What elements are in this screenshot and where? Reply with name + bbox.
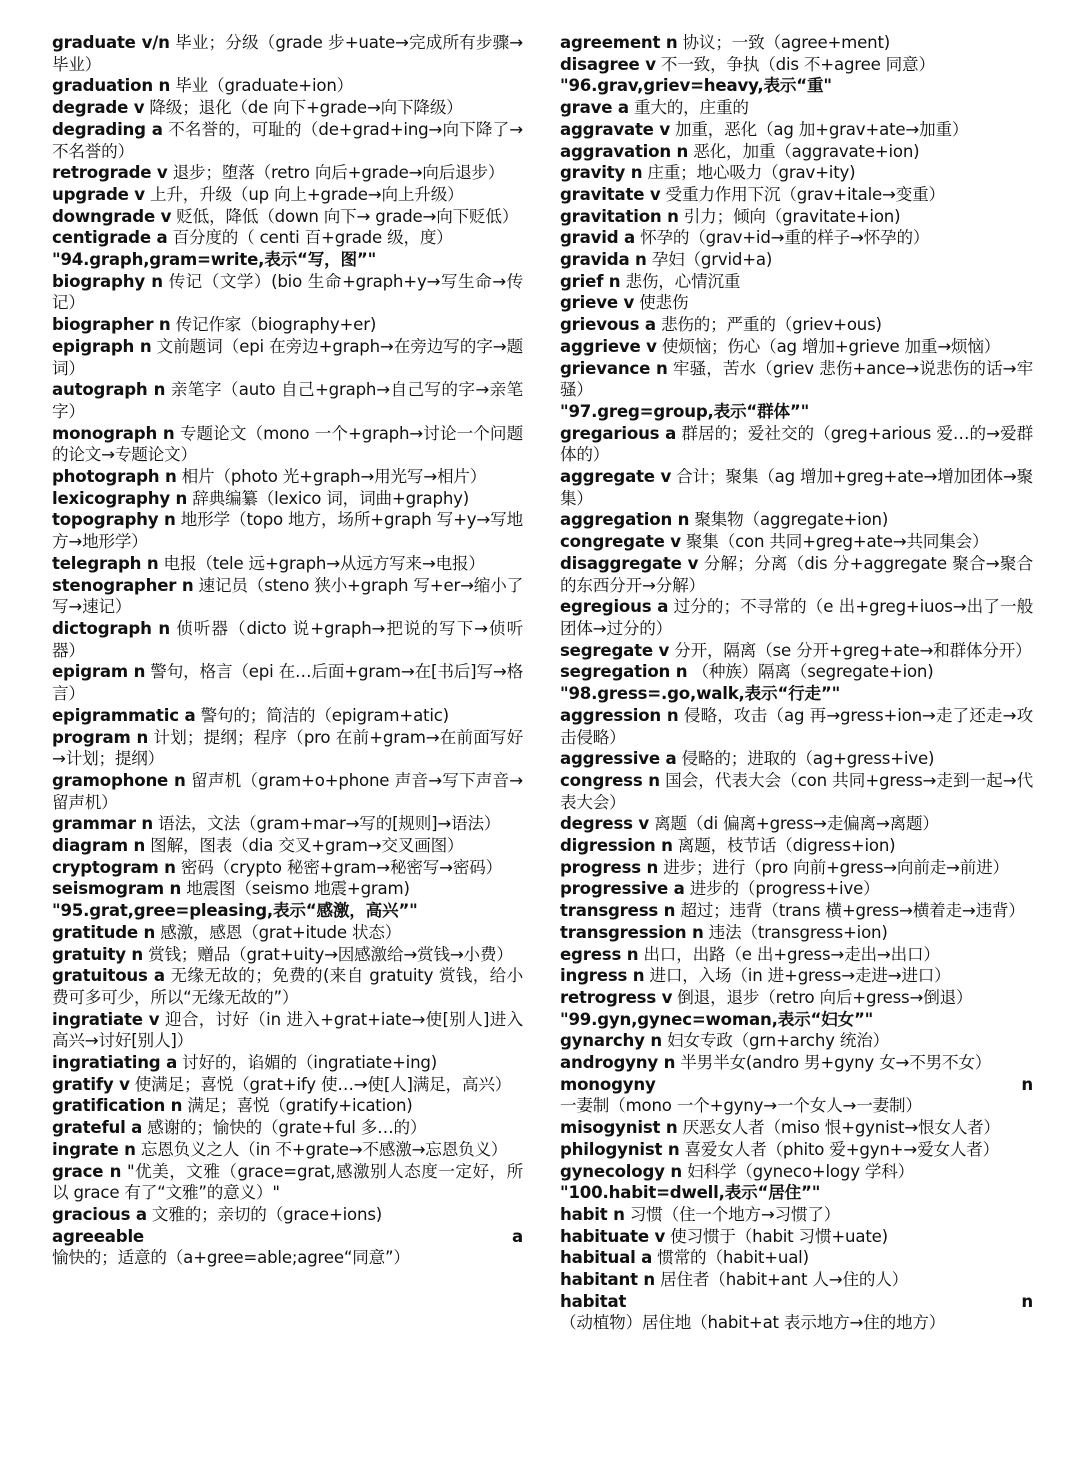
vocab-entry — [52, 1139, 523, 1161]
entry-word: photograph n — [52, 467, 177, 487]
vocab-entry — [52, 922, 523, 944]
vocab-entry — [52, 944, 523, 966]
entry-definition: 过分的；不寻常的（e 出+greg+iuos→出了一般团体→过分的） — [560, 597, 1033, 638]
entry-word: grave a — [560, 98, 629, 118]
entry-word: autograph n — [52, 380, 166, 400]
vocab-entry — [560, 184, 1033, 206]
vocab-entry — [560, 813, 1033, 835]
vocab-entry — [560, 944, 1033, 966]
entry-definition: 地形学（topo 地方，场所+graph 写+y→写地方→地形学） — [52, 510, 523, 552]
vocab-entry — [560, 271, 1033, 293]
vocab-entry — [52, 813, 523, 835]
entry-definition: 悲伤，心情沉重 — [620, 271, 741, 291]
entry-word: habituate v — [560, 1226, 666, 1246]
vocab-entry — [560, 531, 1033, 553]
entry-word: habit n — [560, 1204, 625, 1224]
entry-word: transgress n — [560, 901, 676, 921]
entry-definition: 电报（tele 远+graph→从远方写来→电报） — [158, 553, 485, 573]
vocab-entry — [560, 336, 1033, 358]
entry-definition: 习惯（住一个地方→习惯了） — [624, 1204, 841, 1224]
entry-definition: 图解，图表（dia 交叉+gram→交叉画图） — [145, 836, 464, 856]
entry-definition: 聚集（con 共同+greg+ate→共同集会） — [680, 532, 989, 552]
entry-word: agreement n — [560, 33, 678, 52]
entry-word: grateful a — [52, 1118, 143, 1138]
entry-definition: 不一致，争执（dis 不+agree 同意） — [655, 54, 935, 74]
entry-word: ingratiating a — [52, 1053, 178, 1073]
entry-definition: 孕妇（grvid+a) — [646, 250, 773, 270]
vocab-entry — [560, 835, 1033, 857]
entry-definition: 一妻制（mono 一个+gyny→一个女人→一妻制） — [560, 1096, 922, 1116]
vocab-entry — [52, 1204, 523, 1226]
entry-definition: 离题，枝节话（digress+ion) — [672, 836, 896, 856]
entry-word: degrade v — [52, 98, 145, 118]
entry-word: gravitate v — [560, 184, 661, 204]
vocab-entry — [560, 1204, 1033, 1226]
entry-word: misogynist n — [560, 1118, 678, 1138]
entry-definition: 无缘无故的；免费的(来自 gratuity 赏钱，给小费可多可少，所以“无缘无故的”） — [52, 966, 523, 1007]
vocab-entry — [560, 640, 1033, 662]
entry-definition: 妇科学（gyneco+logy 学科） — [681, 1161, 915, 1181]
vocab-entry — [560, 141, 1033, 163]
entry-definition: 计划；提纲；程序（pro 在前+gram→在前面写好→计划；提纲） — [52, 727, 523, 769]
entry-word: gramophone n — [52, 770, 186, 790]
vocab-entry — [560, 1052, 1033, 1074]
entry-word: degrading a — [52, 119, 163, 139]
entry-word: aggravation n — [560, 141, 689, 161]
entry-word: stenographer n — [52, 575, 194, 595]
vocab-entry — [52, 1226, 523, 1269]
section-heading: "94.graph,gram=write,表示“写，图”" — [52, 250, 377, 270]
section-heading: "98.gress=.go,walk,表示“行走”" — [560, 684, 841, 704]
entry-definition: 百分度的（ centi 百+grade 级，度） — [167, 228, 453, 248]
section-heading: "96.grav,griev=heavy,表示“重" — [560, 76, 832, 96]
vocab-entry — [52, 857, 523, 879]
entry-word: epigrammatic a — [52, 705, 196, 725]
vocab-entry — [560, 54, 1033, 76]
vocab-entry — [560, 661, 1033, 683]
vocab-entry — [560, 119, 1033, 141]
entry-definition: 喜爱女人者（phito 爱+gyn+→爱女人者） — [679, 1139, 1000, 1159]
entry-word: segregation n — [560, 662, 688, 682]
vocab-entry — [560, 553, 1033, 596]
vocab-entry — [52, 661, 523, 704]
entry-word: topography n — [52, 510, 176, 530]
entry-definition: 语法，文法（gram+mar→写的[规则]→语法） — [153, 814, 501, 834]
entry-definition: 群居的；爱社交的（greg+arious 爱…的→爱群体的） — [560, 423, 1033, 465]
section-heading: "97.greg=group,表示“群体”" — [560, 401, 810, 421]
entry-definition: 辞典编纂（lexico 词，词曲+graphy) — [187, 488, 470, 508]
vocab-entry — [52, 314, 523, 336]
entry-definition: 受重力作用下沉（grav+itale→变重） — [660, 184, 945, 204]
entry-definition: 传记（文学）(bio 生命+graph+y→写生命→传记） — [52, 271, 523, 313]
entry-definition: 毕业（graduate+ion） — [170, 76, 354, 96]
entry-definition: 分开，隔离（se 分开+greg+ate→和群体分开） — [669, 640, 1032, 660]
vocab-entry — [52, 162, 523, 184]
entry-word: progressive a — [560, 879, 685, 899]
entry-definition: 相片（photo 光+graph→用光写→相片） — [176, 467, 487, 487]
entry-definition: 感激，感恩（grat+itude 状态） — [155, 922, 402, 942]
entry-definition: 合计；聚集（ag 增加+greg+ate→增加团体→聚集） — [560, 467, 1033, 508]
entry-definition: 亲笔字（auto 自己+graph→自己写的字→亲笔字） — [52, 380, 523, 421]
entry-word: transgression n — [560, 922, 704, 942]
entry-word: gratuity n — [52, 944, 144, 964]
entry-definition: 文雅的；亲切的（grace+ions) — [146, 1204, 383, 1224]
entry-word: program n — [52, 727, 149, 747]
left-column — [52, 32, 523, 1269]
entry-definition: 地震图（seismo 地震+gram) — [181, 879, 410, 899]
section-heading: "100.habit=dwell,表示“居住”" — [560, 1183, 821, 1203]
vocab-entry — [560, 1161, 1033, 1183]
vocab-entry — [560, 748, 1033, 770]
entry-definition: 国会，代表大会（con 共同+gress→走到一起→代表大会） — [560, 770, 1033, 812]
vocab-entry — [52, 184, 523, 206]
vocab-entry — [52, 770, 523, 813]
entry-word: graduation n — [52, 76, 171, 96]
entry-definition: 讨好的，谄媚的（ingratiate+ing) — [177, 1053, 437, 1073]
entry-word: progress n — [560, 857, 659, 877]
vocab-entry — [52, 705, 523, 727]
vocab-entry — [52, 97, 523, 119]
entry-word: dictograph n — [52, 618, 171, 638]
vocab-entry — [560, 705, 1033, 748]
vocab-entry — [52, 75, 523, 97]
vocab-entry — [560, 900, 1033, 922]
vocab-entry — [560, 509, 1033, 531]
entry-definition: 留声机（gram+o+phone 声音→写下声音→留声机） — [52, 770, 523, 812]
entry-word: aggravate v — [560, 119, 670, 139]
vocab-entry — [560, 1117, 1033, 1139]
vocab-entry — [52, 32, 523, 75]
vocab-entry — [52, 1161, 523, 1204]
entry-word: grievance n — [560, 358, 668, 378]
entry-definition: 警句，格言（epi 在…后面+gram→在[书后]写→格言） — [52, 662, 523, 704]
entry-definition: 传记作家（biography+er) — [170, 315, 377, 335]
entry-definition: 侵略的；进取的（ag+gress+ive) — [676, 749, 935, 769]
vocab-entry — [52, 1095, 523, 1117]
entry-definition: 使悲伤 — [634, 293, 689, 313]
entry-word: lexicography n — [52, 488, 188, 508]
entry-definition: 使习惯于（habit 习惯+uate) — [665, 1226, 888, 1246]
vocab-entry — [560, 1247, 1033, 1269]
entry-word: cryptogram n — [52, 857, 176, 877]
entry-word: congress n — [560, 770, 660, 790]
entry-definition: 厌恶女人者（miso 恨+gynist→恨女人者） — [677, 1118, 1000, 1138]
entry-word: gynarchy n — [560, 1031, 662, 1051]
entry-word: grievous a — [560, 315, 656, 335]
entry-word: agreeable a — [52, 1226, 523, 1246]
vocab-entry — [560, 1269, 1033, 1291]
entry-definition: 庄重；地心吸力（grav+ity) — [642, 163, 856, 183]
vocab-entry — [52, 1117, 523, 1139]
vocab-entry — [560, 358, 1033, 401]
entry-definition: 贬低，降低（down 向下→ grade→向下贬低） — [171, 206, 519, 226]
entry-word: habitant n — [560, 1270, 656, 1290]
entry-word: retrograde v — [52, 163, 168, 183]
vocab-entry — [52, 1009, 523, 1052]
vocab-entry — [560, 162, 1033, 184]
entry-word: gravitation n — [560, 206, 679, 226]
entry-definition: 恶化，加重（aggravate+ion) — [688, 141, 920, 161]
entry-definition: 加重，恶化（ag 加+grav+ate→加重） — [669, 119, 969, 139]
entry-definition: （动植物）居住地（habit+at 表示地方→住的地方） — [560, 1313, 946, 1333]
vocab-entry — [52, 553, 523, 575]
entry-definition: 使烦恼；伤心（ag 增加+grieve 加重→烦恼） — [656, 336, 1001, 356]
entry-word: upgrade v — [52, 184, 145, 204]
vocab-entry — [52, 965, 523, 1008]
vocab-entry — [560, 97, 1033, 119]
entry-word: ingratiate v — [52, 1009, 160, 1029]
entry-word: gravity n — [560, 163, 643, 183]
vocab-entry — [52, 227, 523, 249]
vocab-entry — [52, 1052, 523, 1074]
entry-definition: 赏钱；赠品（grat+uity→因感激给→赏钱→小费） — [143, 944, 513, 964]
entry-word: grammar n — [52, 814, 154, 834]
entry-definition: 居住者（habit+ant 人→住的人） — [655, 1270, 909, 1290]
entry-definition: 毕业；分级（grade 步+uate→完成所有步骤→毕业） — [52, 33, 523, 74]
vocab-entry — [560, 32, 1033, 54]
entry-definition: 聚集物（aggregate+ion) — [689, 510, 889, 530]
entry-definition: 妇女专政（grn+archy 统治） — [661, 1031, 890, 1051]
vocab-entry — [52, 835, 523, 857]
entry-definition: 侦听器（dicto 说+graph→把说的写下→侦听器） — [52, 618, 523, 660]
vocab-entry — [52, 423, 523, 466]
entry-word: graduate v/n — [52, 33, 170, 52]
vocab-entry — [52, 575, 523, 618]
vocab-entry — [560, 423, 1033, 466]
vocab-entry — [560, 987, 1033, 1009]
vocab-entry — [52, 271, 523, 314]
entry-definition: 悲伤的；严重的（griev+ous) — [655, 315, 882, 335]
entry-word: egregious a — [560, 597, 669, 617]
entry-definition: 惯常的（habit+ual) — [652, 1248, 809, 1268]
section-heading: "95.grat,gree=pleasing,表示“感激，高兴”" — [52, 901, 418, 921]
vocab-entry — [560, 965, 1033, 987]
entry-definition: 进步；进行（pro 向前+gress→向前走→前进） — [658, 857, 1009, 877]
entry-word: seismogram n — [52, 879, 182, 899]
vocab-entry — [52, 119, 523, 162]
entry-definition: 引力；倾向（gravitate+ion) — [678, 206, 901, 226]
entry-word: aggression n — [560, 705, 679, 725]
vocab-entry — [560, 227, 1033, 249]
entry-word: habitual a — [560, 1248, 653, 1268]
entry-definition: 牢骚，苦水（griev 悲伤+ance→说悲伤的话→牢骚） — [560, 358, 1033, 400]
entry-definition: 协议；一致（agree+ment) — [677, 33, 891, 52]
vocab-entry — [52, 878, 523, 900]
vocab-entry — [560, 596, 1033, 639]
vocab-entry — [560, 1139, 1033, 1161]
entry-word: biography n — [52, 271, 163, 291]
entry-word: segregate v — [560, 640, 670, 660]
entry-word: androgyny n — [560, 1053, 676, 1073]
section-heading: "99.gyn,gynec=woman,表示“妇女”" — [560, 1009, 874, 1029]
entry-word: downgrade v — [52, 206, 172, 226]
entry-definition: 降级；退化（de 向下+grade→向下降级） — [144, 98, 463, 118]
entry-word: aggressive a — [560, 749, 677, 769]
entry-word: habitat n — [560, 1291, 1033, 1311]
entry-definition: 速记员（steno 狭小+graph 写+er→缩小了写→速记） — [52, 575, 523, 617]
entry-word: gregarious a — [560, 423, 677, 443]
entry-definition: "优美，文雅（grace=grat,感激别人态度一定好，所以 grace 有了“文雅”的意义）" — [52, 1161, 523, 1203]
entry-word: gratify v — [52, 1074, 130, 1094]
entry-word: monograph n — [52, 423, 175, 443]
vocab-entry — [560, 314, 1033, 336]
entry-definition: 警句的；简洁的（epigram+atic) — [195, 705, 449, 725]
entry-definition: 不名誉的，可耻的（de+grad+ing→向下降了→不名誉的） — [52, 119, 523, 161]
vocab-entry — [560, 1074, 1033, 1117]
vocab-entry — [560, 292, 1033, 314]
entry-definition: 怀孕的（grav+id→重的样子→怀孕的） — [635, 228, 930, 248]
entry-definition: 倒退，退步（retro 向后+gress→倒退） — [672, 987, 973, 1007]
entry-word: ingress n — [560, 966, 645, 986]
entry-word: retrogress v — [560, 987, 673, 1007]
entry-definition: （种族）隔离（segregate+ion) — [687, 662, 934, 682]
entry-word: egress n — [560, 944, 639, 964]
vocab-entry — [560, 466, 1033, 509]
vocab-entry — [52, 379, 523, 422]
entry-definition: 愉快的；适意的（a+gree=able;agree“同意”） — [52, 1248, 410, 1268]
entry-word: gravid a — [560, 228, 636, 248]
entry-word: aggregate v — [560, 467, 672, 487]
vocab-entry — [560, 857, 1033, 879]
vocab-entry — [52, 336, 523, 379]
vocab-entry — [560, 922, 1033, 944]
entry-word: telegraph n — [52, 553, 159, 573]
entry-word: disagree v — [560, 54, 656, 74]
entry-definition: 迎合，讨好（in 进入+grat+iate→使[别人]进入高兴→讨好[别人]） — [52, 1009, 523, 1051]
vocab-entry — [52, 509, 523, 552]
entry-definition: 半男半女(andro 男+gyny 女→不男不女） — [675, 1053, 992, 1073]
entry-definition: 侵略，攻击（ag 再→gress+ion→走了还走→攻击侵略） — [560, 705, 1033, 747]
vocab-entry — [560, 249, 1033, 271]
entry-word: disaggregate v — [560, 553, 699, 573]
entry-word: gratification n — [52, 1096, 183, 1116]
entry-word: ingrate n — [52, 1139, 136, 1159]
entry-definition: 忘恩负义之人（in 不+grate→不感激→忘恩负义） — [135, 1139, 508, 1159]
entry-definition: 进步的（progress+ive） — [684, 879, 880, 899]
entry-definition: 感谢的；愉快的（grate+ful 多…的） — [142, 1118, 427, 1138]
vocab-entry — [560, 1030, 1033, 1052]
entry-word: congregate v — [560, 532, 681, 552]
entry-word: epigraph n — [52, 336, 152, 356]
vocab-entry — [52, 1074, 523, 1096]
entry-definition: 分解；分离（dis 分+aggregate 聚合→聚合的东西分开→分解） — [560, 553, 1034, 595]
entry-definition: 文前题词（epi 在旁边+graph→在旁边写的字→题词） — [52, 336, 523, 378]
vocab-entry — [560, 206, 1033, 228]
vocab-entry — [52, 206, 523, 228]
vocab-entry — [560, 1226, 1033, 1248]
vocab-entry — [52, 488, 523, 510]
entry-word: grace n — [52, 1161, 122, 1181]
entry-definition: 违法（transgress+ion) — [703, 922, 888, 942]
entry-definition: 上升，升级（up 向上+grade→向上升级） — [144, 184, 464, 204]
entry-definition: 重大的，庄重的 — [628, 98, 749, 118]
right-column — [560, 32, 1033, 1334]
entry-word: centigrade a — [52, 228, 168, 248]
entry-definition: 离题（di 偏离+gress→走偏离→离题） — [649, 814, 939, 834]
entry-word: gravida n — [560, 250, 647, 270]
entry-definition: 超过；违背（trans 横+gress→横着走→违背） — [675, 901, 1025, 921]
entry-word: aggregation n — [560, 510, 690, 530]
entry-definition: 退步；堕落（retro 向后+grade→向后退步） — [167, 163, 505, 183]
entry-definition: 进口，入场（in 进+gress→走进→进口） — [644, 966, 951, 986]
entry-word: monogyny n — [560, 1074, 1033, 1094]
entry-word: digression n — [560, 836, 673, 856]
vocab-entry — [560, 770, 1033, 813]
entry-definition: 密码（crypto 秘密+gram→秘密写→密码） — [175, 857, 503, 877]
entry-word: diagram n — [52, 836, 146, 856]
entry-word: gynecology n — [560, 1161, 682, 1181]
entry-word: degress v — [560, 814, 649, 834]
entry-word: grieve v — [560, 293, 635, 313]
entry-word: gratuitous a — [52, 966, 165, 986]
entry-word: aggrieve v — [560, 336, 657, 356]
vocab-entry — [560, 1291, 1033, 1334]
entry-definition: 使满足；喜悦（grat+ify 使…→使[人]满足，高兴） — [129, 1074, 512, 1094]
vocab-entry — [52, 618, 523, 661]
entry-word: biographer n — [52, 315, 171, 335]
entry-definition: 专题论文（mono 一个+graph→讨论一个问题的论文→专题论文） — [52, 423, 523, 465]
entry-word: grief n — [560, 271, 621, 291]
vocab-entry — [560, 878, 1033, 900]
entry-word: gratitude n — [52, 922, 156, 942]
entry-definition: 出口，出路（e 出+gress→走出→出口） — [638, 944, 940, 964]
vocab-entry — [52, 466, 523, 488]
entry-word: epigram n — [52, 662, 146, 682]
entry-word: gracious a — [52, 1204, 147, 1224]
vocab-entry — [52, 727, 523, 770]
entry-definition: 满足；喜悦（gratify+ication) — [182, 1096, 413, 1116]
entry-word: philogynist n — [560, 1139, 680, 1159]
